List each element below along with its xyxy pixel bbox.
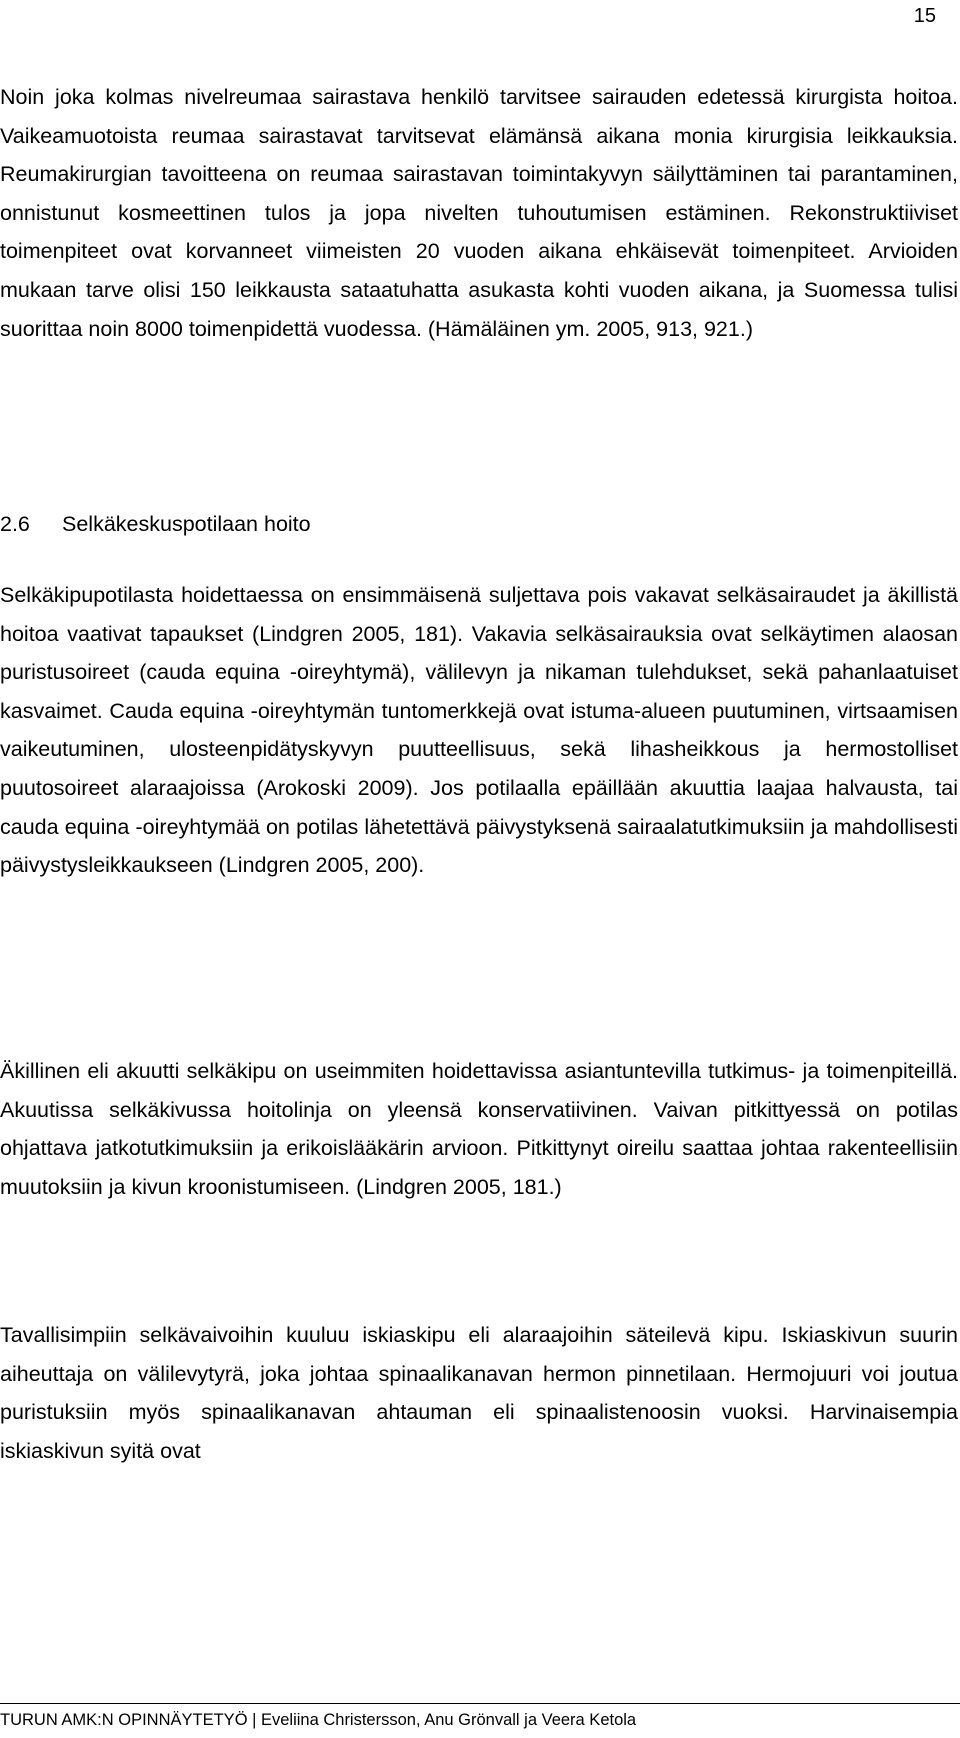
page-footer: TURUN AMK:N OPINNÄYTETYÖ | Eveliina Christersson, Anu Grönvall ja Veera Ketola	[0, 1703, 960, 1731]
paragraph-back-pain-assessment: Selkäkipupotilasta hoidettaessa on ensimmäisenä suljettava pois vakavat selkäsairaudet ja äkillistä hoitoa vaativat tapaukset (Lindgren 2005, 181). Vakavia selkäsairauksia ovat selkäytimen alaosan puristusoireet (cauda equina -oireyhtymä), välilevyn ja nikaman tulehdukset, sekä pahanlaatuiset kasvaimet. Cauda equina -oireyhtymän tuntomerkkejä ovat istuma-alueen puutuminen, virtsaamisen vaikeutuminen, ulosteenpidätyskyvyn puutteellisuus, sekä lihasheikkous ja hermostolliset puutosoireet alaraajoissa (Arokoski 2009). Jos potilaalla epäillään akuuttia laajaa halvausta, tai cauda equina -oireyhtymää on potilas lähetettävä päivystyksenä sairaalatutkimuksiin ja mahdollisesti päivystysleikkaukseen (Lindgren 2005, 200).	[0, 583, 958, 878]
section-title: Selkäkeskuspotilaan hoito	[62, 512, 311, 536]
paragraph-sciatica: Tavallisimpiin selkävaivoihin kuuluu iskiaskipu eli alaraajoihin säteilevä kipu. Iskiaskivun suurin aiheuttaja on välilevytyrä, joka johtaa spinaalikanavan hermon pinnetilaan. Hermojuuri voi joutua puristuksiin myös spinaalikanavan ahtauman eli spinaalistenoosin vuoksi. Harvinaisempia iskiaskivun syitä ovat	[0, 1323, 958, 1463]
section-heading	[0, 505, 311, 544]
section-number: 2.6	[0, 512, 30, 536]
paragraph-acute-back-pain: Äkillinen eli akuutti selkäkipu on useimmiten hoidettavissa asiantuntevilla tutkimus- ja toimenpiteillä. Akuutissa selkäkivussa hoitolinja on yleensä konservatiivinen. Vaivan pitkittyessä on potilas ohjattava jatkotutkimuksiin ja erikoislääkärin arvioon. Pitkittynyt oireilu saattaa johtaa rakenteellisiin muutoksiin ja kivun kroonistumiseen. (Lindgren 2005, 181.)	[0, 1059, 958, 1199]
paragraph-rheumatism-surgery: Noin joka kolmas nivelreumaa sairastava henkilö tarvitsee sairauden edetessä kirurgista hoitoa. Vaikeamuotoista reumaa sairastavat tarvitsevat elämänsä aikana monia kirurgisia leikkauksia. Reumakirurgian tavoitteena on reumaa sairastavan toimintakyvyn säilyttäminen tai parantaminen, onnistunut kosmeettinen tulos ja jopa nivelten tuhoutumisen estäminen. Rekonstruktiiviset toimenpiteet ovat korvanneet viimeisten 20 vuoden aikana ehkäisevät toimenpiteet. Arvioiden mukaan tarve olisi 150 leikkausta sataatuhatta asukasta kohti vuoden aikana, ja Suomessa tulisi suorittaa noin 8000 toimenpidettä vuodessa. (Hämäläinen ym. 2005, 913, 921.)	[0, 85, 958, 341]
page-number: 15	[913, 5, 936, 27]
